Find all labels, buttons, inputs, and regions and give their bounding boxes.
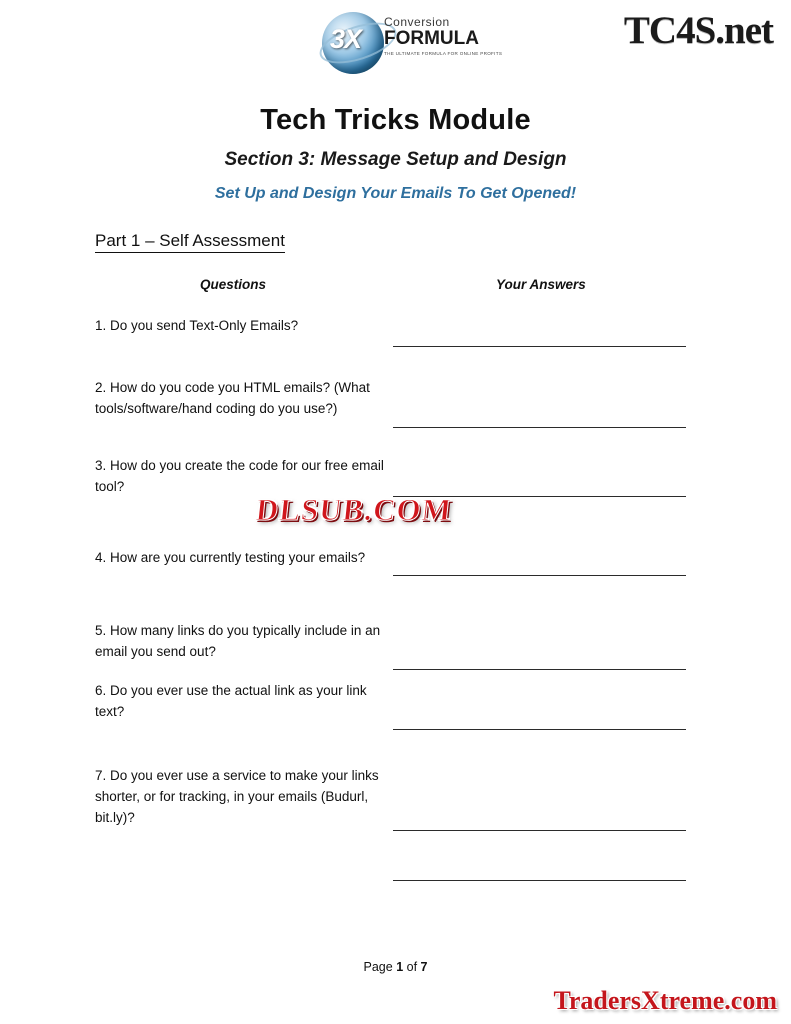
page-subtitle: Section 3: Message Setup and Design bbox=[224, 149, 567, 170]
question-text: 5. How many links do you typically include in an email you send out? bbox=[95, 623, 381, 659]
question-list bbox=[0, 315, 791, 885]
site-brand-text: TC4S.net bbox=[623, 9, 773, 52]
question-text: 2. How do you code you HTML emails? (What tools/software/hand coding do you use?) bbox=[95, 380, 370, 416]
answer-line[interactable] bbox=[393, 668, 686, 670]
page-footer bbox=[0, 960, 791, 974]
page-tagline: Set Up and Design Your Emails To Get Opened! bbox=[214, 185, 577, 202]
answer-line[interactable] bbox=[393, 426, 686, 428]
question-row bbox=[95, 377, 695, 455]
column-header-questions: Questions bbox=[200, 277, 267, 292]
footer-middle: of bbox=[403, 960, 421, 974]
column-header-answers: Your Answers bbox=[496, 277, 586, 292]
logo-mark-text: 3X bbox=[330, 24, 362, 54]
logo-wordmark bbox=[384, 15, 503, 56]
question-text: 6. Do you ever use the actual link as your link text? bbox=[95, 683, 367, 719]
answer-line[interactable] bbox=[393, 728, 686, 730]
question-text: 4. How are you currently testing your emails? bbox=[95, 550, 366, 565]
question-row bbox=[95, 680, 695, 765]
answer-line[interactable] bbox=[393, 574, 686, 576]
question-row bbox=[95, 547, 695, 620]
logo-line-formula: FORMULA bbox=[384, 28, 479, 49]
question-row bbox=[95, 620, 695, 680]
logo-line-tagline: THE ULTIMATE FORMULA FOR ONLINE PROFITS bbox=[384, 51, 503, 56]
watermark-bottom-right: TradersXtreme.com bbox=[553, 986, 777, 1015]
answer-line[interactable] bbox=[393, 879, 686, 881]
watermark-center: DLSUB.COM bbox=[254, 492, 454, 527]
conversion-formula-logo bbox=[322, 8, 503, 80]
footer-total-pages: 7 bbox=[420, 960, 428, 974]
footer-prefix: Page bbox=[363, 960, 397, 974]
question-text: 1. Do you send Text-Only Emails? bbox=[95, 318, 299, 333]
logo-line-conversion: Conversion bbox=[384, 15, 450, 29]
question-text: 3. How do you create the code for our free email tool? bbox=[95, 458, 384, 494]
question-row bbox=[95, 765, 695, 885]
page-header bbox=[0, 0, 791, 92]
question-text: 7. Do you ever use a service to make your links shorter, or for tracking, in your emails (Budurl, bit.ly)? bbox=[95, 768, 379, 825]
answer-line[interactable] bbox=[393, 345, 686, 347]
section-heading: Part 1 – Self Assessment bbox=[95, 231, 285, 253]
column-headers bbox=[0, 277, 791, 297]
question-row bbox=[95, 315, 695, 377]
answer-line[interactable] bbox=[393, 829, 686, 831]
page-title: Tech Tricks Module bbox=[260, 104, 531, 136]
footer-current-page: 1 bbox=[396, 960, 404, 974]
